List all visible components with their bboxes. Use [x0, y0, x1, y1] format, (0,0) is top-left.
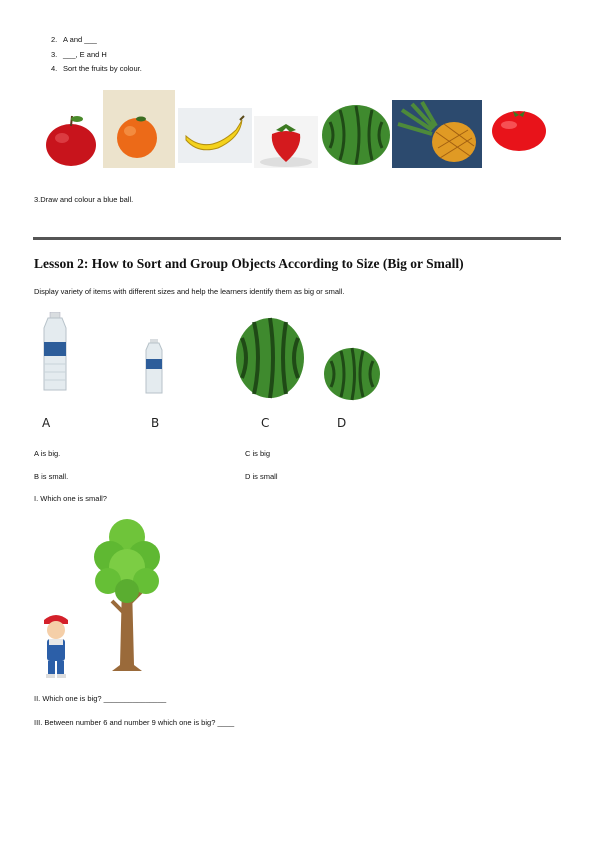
- label-b: B: [151, 416, 160, 430]
- boy-icon: [38, 610, 74, 680]
- label-a: A: [42, 416, 51, 430]
- list-text: ___, E and H: [63, 50, 107, 59]
- pineapple-icon: [392, 100, 482, 168]
- statement-c: C is big: [245, 449, 271, 458]
- list-item: [51, 50, 107, 59]
- watermelon-icon: [320, 102, 392, 166]
- statement-a: A is big.: [34, 449, 61, 458]
- list-text: Sort the fruits by colour.: [63, 64, 142, 73]
- small-watermelon-icon: [323, 347, 381, 401]
- banana-icon: [178, 108, 252, 163]
- label-d: D: [337, 416, 347, 430]
- list-number: 2.: [51, 35, 58, 44]
- list-number: 3.: [51, 50, 58, 59]
- list-item: [51, 64, 142, 73]
- list-item: [51, 35, 97, 44]
- list-number: 4.: [51, 64, 58, 73]
- big-watermelon-icon: [234, 316, 306, 400]
- small-bottle-icon: [142, 339, 166, 394]
- apple-icon: [40, 110, 102, 170]
- list-text: A and ___: [63, 35, 97, 44]
- question-2: II. Which one is big? _______________: [34, 694, 167, 703]
- statement-d: D is small: [245, 472, 278, 481]
- tree-icon: [92, 515, 162, 673]
- question-3: III. Between number 6 and number 9 which one is big? ____: [34, 718, 235, 727]
- lesson-intro: Display variety of items with different sizes and help the learners identify them as big or small.: [34, 287, 345, 296]
- tomato-icon: [485, 101, 555, 161]
- statement-b: B is small.: [34, 472, 69, 481]
- orange-icon: [103, 90, 175, 168]
- question-1: I. Which one is small?: [34, 494, 107, 503]
- strawberry-icon: [254, 116, 318, 168]
- draw-instruction: 3.Draw and colour a blue ball.: [34, 195, 134, 204]
- lesson-title: Lesson 2: How to Sort and Group Objects According to Size (Big or Small): [34, 256, 464, 271]
- large-bottle-icon: [38, 312, 72, 392]
- section-divider: [33, 237, 561, 240]
- label-c: C: [261, 416, 270, 430]
